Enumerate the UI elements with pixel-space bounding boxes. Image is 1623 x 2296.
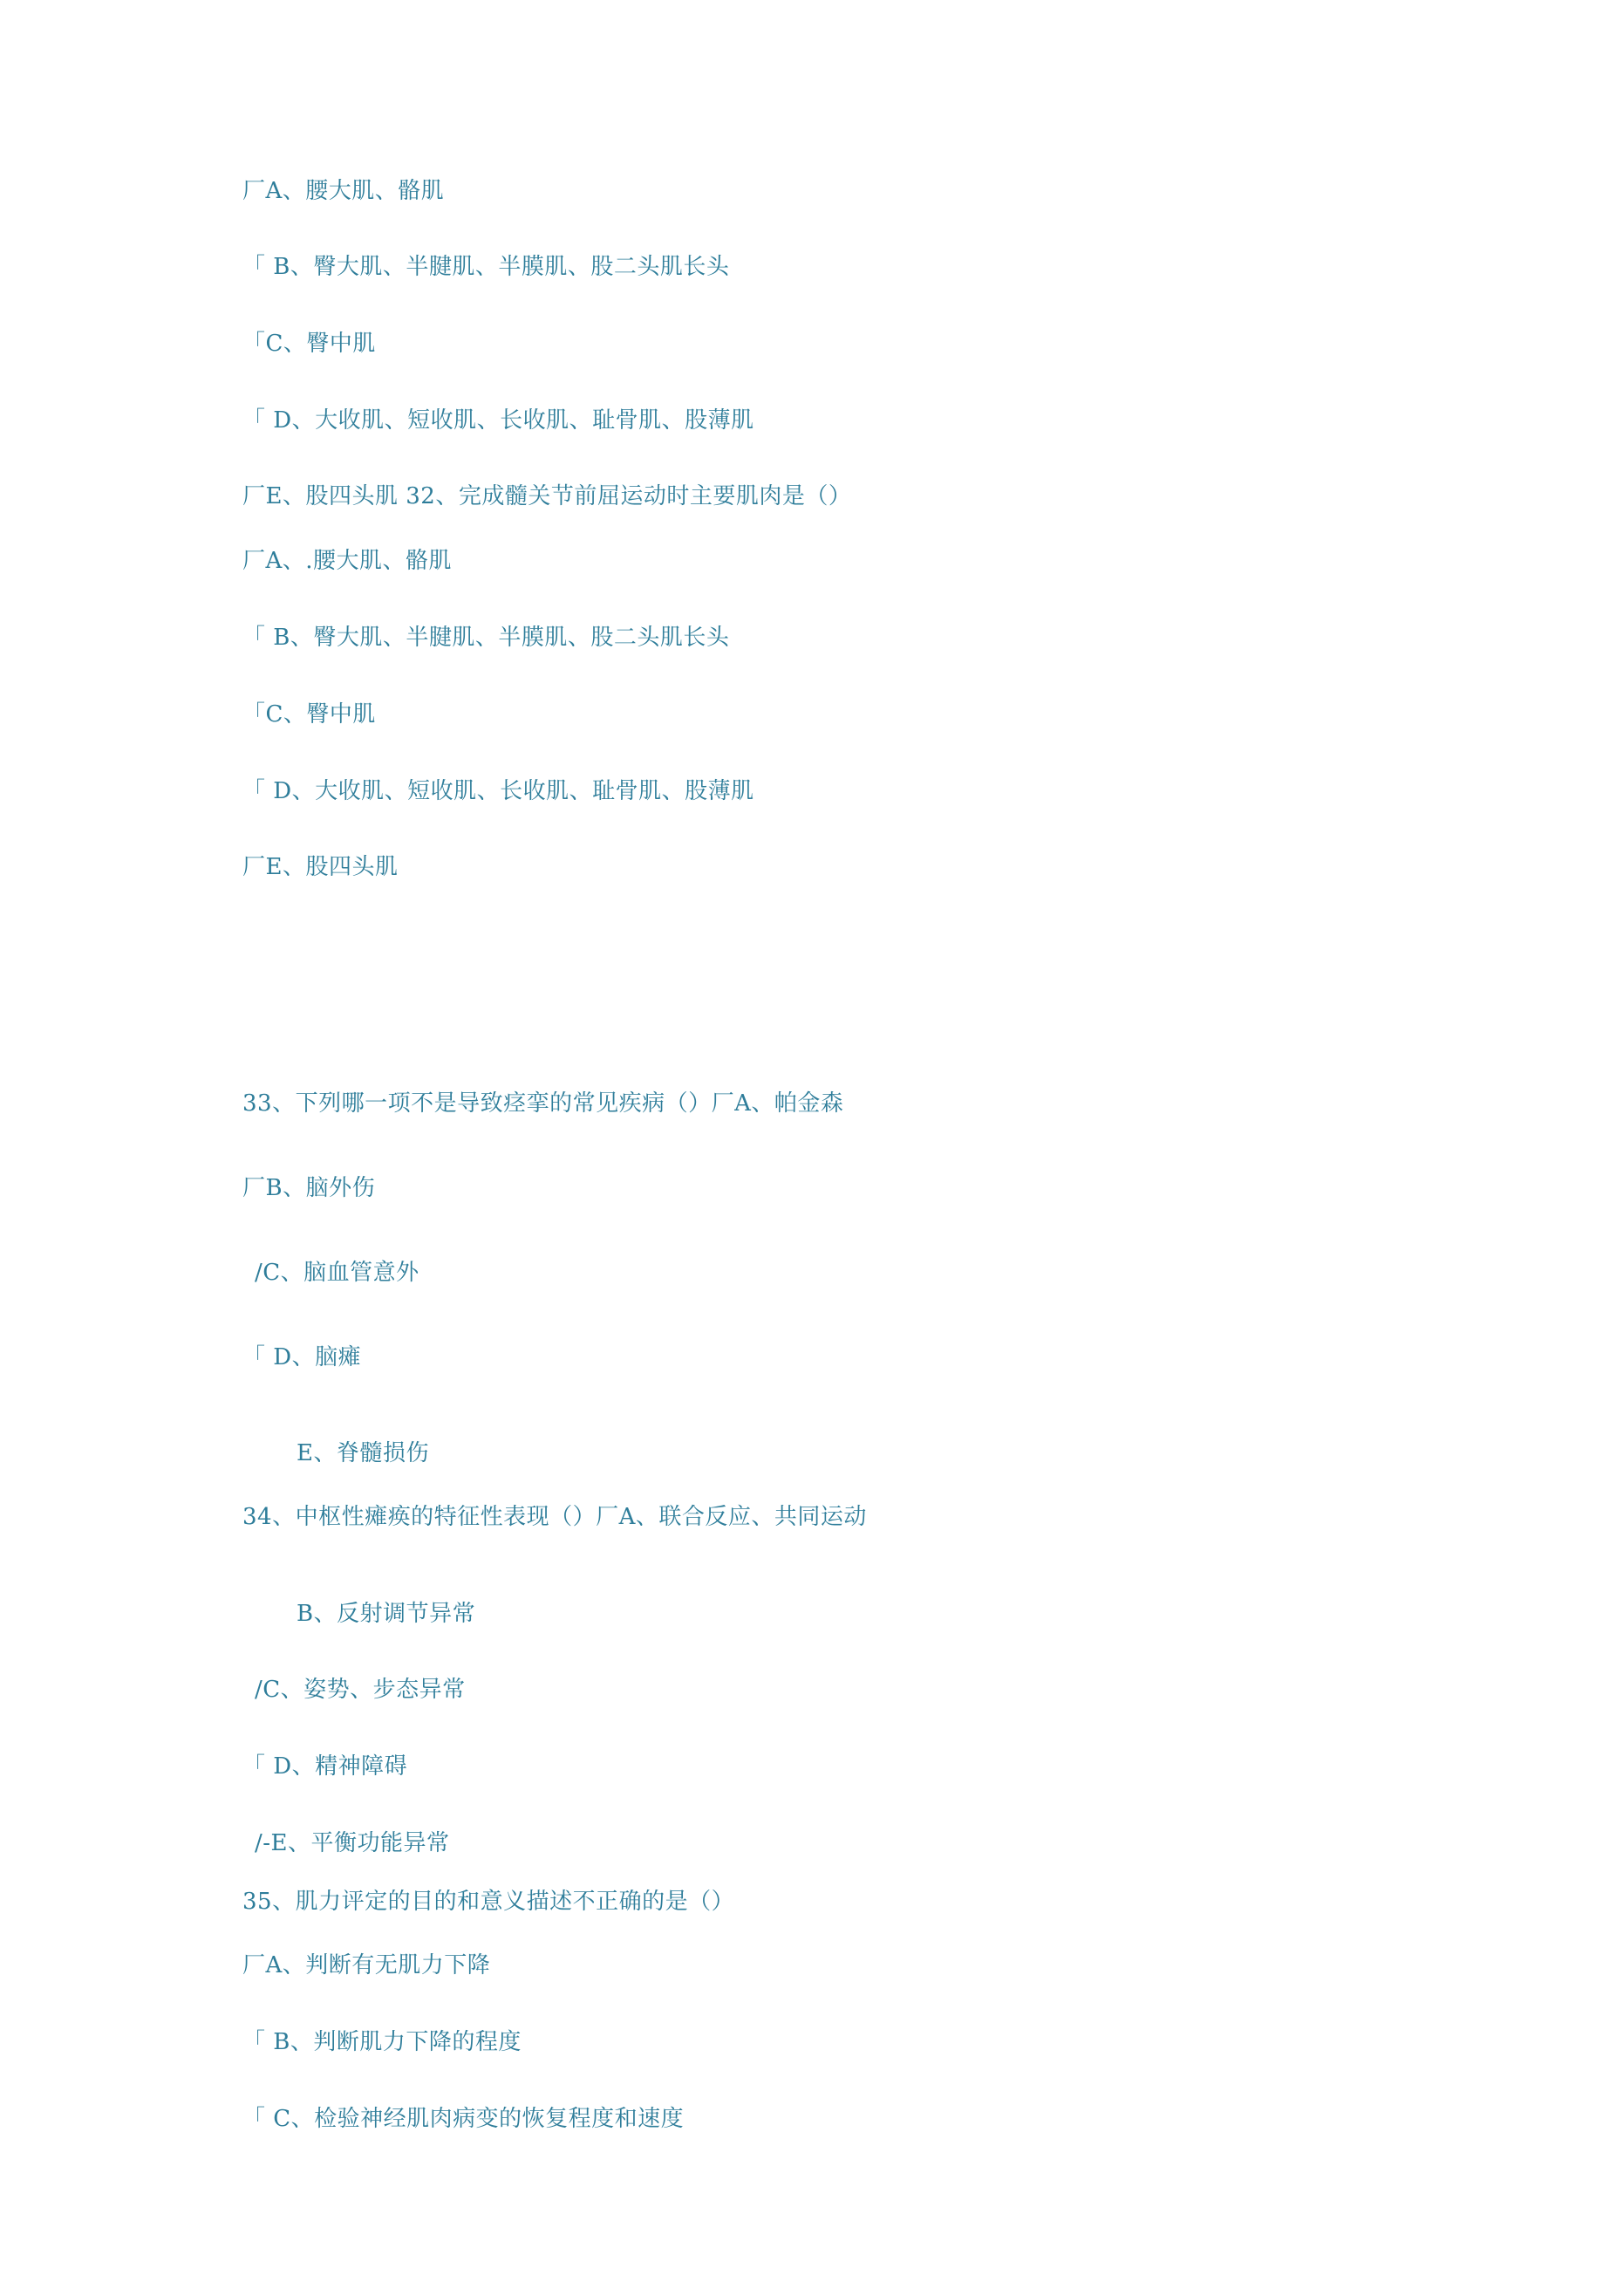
q35-option-a: 厂A、判断有无肌力下降 <box>242 1952 491 1978</box>
q32-option-d: 「 D、大收肌、短收肌、长收肌、耻骨肌、股薄肌 <box>242 778 754 804</box>
q35-option-b: 「 B、判断肌力下降的程度 <box>242 2029 522 2055</box>
q32-option-c: 「C、臀中肌 <box>242 701 376 728</box>
q32-option-e: 厂E、股四头肌 <box>242 854 399 880</box>
q31-option-c: 「C、臀中肌 <box>242 331 376 357</box>
q35-stem: 35、肌力评定的目的和意义描述不正确的是（） <box>242 1889 735 1915</box>
q34-stem: 34、中枢性瘫痪的特征性表现（）厂A、联合反应、共同运动 <box>242 1504 867 1530</box>
q33-stem: 33、下列哪一项不是导致痉挛的常见疾病（）厂A、帕金森 <box>242 1090 844 1117</box>
q31-option-d: 「 D、大收肌、短收肌、长收肌、耻骨肌、股薄肌 <box>242 407 754 434</box>
q33-option-b: 厂B、脑外伤 <box>242 1175 376 1201</box>
q33-option-d: 「 D、脑瘫 <box>242 1344 362 1370</box>
q33-option-e: E、脊髓损伤 <box>297 1440 429 1466</box>
q34-option-e: /-E、平衡功能异常 <box>255 1830 450 1856</box>
q31-option-e-and-q32-stem: 厂E、股四头肌 32、完成髓关节前屈运动时主要肌肉是（） <box>242 483 852 509</box>
q34-option-b: B、反射调节异常 <box>297 1601 476 1627</box>
q34-option-d: 「 D、精神障碍 <box>242 1753 408 1780</box>
q31-option-a: 厂A、腰大肌、骼肌 <box>242 178 445 204</box>
q32-option-b: 「 B、臀大肌、半腱肌、半膜肌、股二头肌长头 <box>242 625 730 651</box>
q32-option-a: 厂A、.腰大肌、骼肌 <box>242 548 453 574</box>
q35-option-c: 「 C、检验神经肌肉病变的恢复程度和速度 <box>242 2106 685 2132</box>
q33-option-c: /C、脑血管意外 <box>255 1260 419 1286</box>
q31-option-b: 「 B、臀大肌、半腱肌、半膜肌、股二头肌长头 <box>242 254 730 280</box>
q34-option-c: /C、姿势、步态异常 <box>255 1677 466 1703</box>
